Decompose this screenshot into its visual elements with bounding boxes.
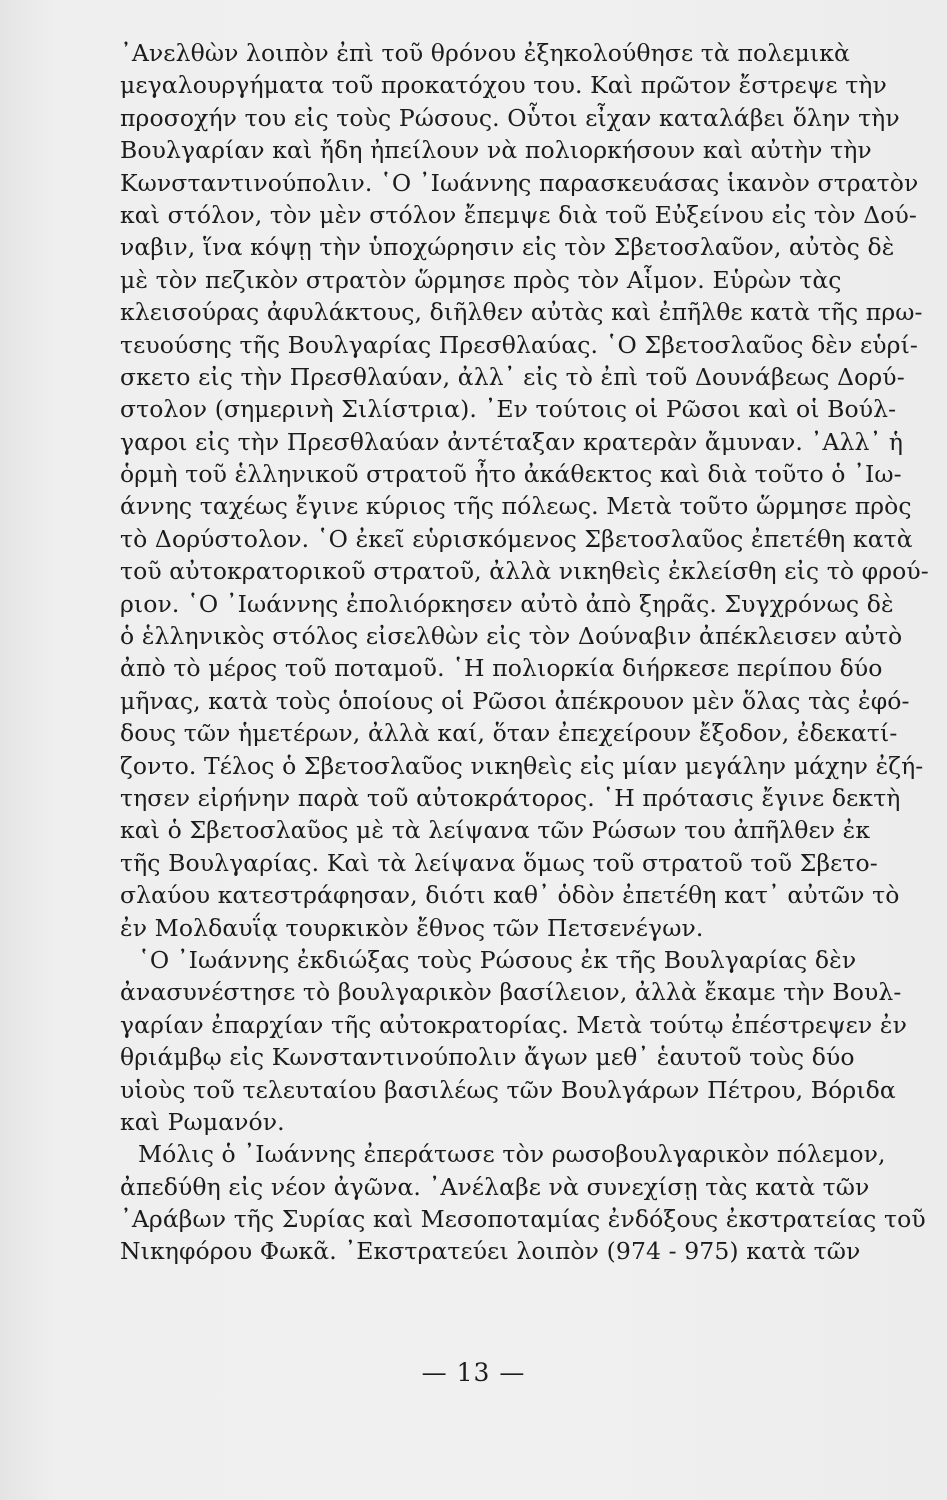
text-line: τησεν εἰρήνην παρὰ τοῦ αὐτοκράτορος. ῾Η πρότασις ἔγινε δεκτὴ [120,783,901,812]
text-line: γαροι εἰς τὴν Πρεσθλαύαν ἀντέταξαν κρατερὰν ἄμυναν. ᾿Αλλ᾿ ἡ [120,427,904,456]
text-line: δους τῶν ἡμετέρων, ἀλλὰ καί, ὅταν ἐπεχείρουν ἔξοδον, ἐδεκατί- [120,719,898,748]
text-line: Κωνσταντινούπολιν. ῾Ο ᾿Ιωάννης παρασκευάσας ἱκανὸν στρατὸν [120,168,919,197]
text-line: τευούσης τῆς Βουλγαρίας Πρεσθλαύας. ῾Ο Σβετοσλαῦος δὲν εὑρί- [120,330,918,359]
text-line: άννης ταχέως ἔγινε κύριος τῆς πόλεως. Μετὰ τοῦτο ὥρμησε πρὸς [120,492,912,521]
text-line: ῾Ο ᾿Ιωάννης ἐκδιώξας τοὺς Ρώσους ἐκ τῆς Βουλγαρίας δὲν [138,945,857,974]
text-line: θριάμβῳ εἰς Κωνσταντινούπολιν ἄγων μεθ᾿ ἑαυτοῦ τοὺς δύο [120,1043,855,1072]
text-line: Βουλγαρίαν καὶ ἤδη ἠπείλουν νὰ πολιορκήσουν καὶ αὐτὴν τὴν [120,136,872,165]
text-line: τῆς Βουλγαρίας. Καὶ τὰ λείψανα ὅμως τοῦ στρατοῦ τοῦ Σβετο- [120,848,878,877]
text-line: μῆνας, κατὰ τοὺς ὁποίους οἱ Ρῶσοι ἀπέκρουον μὲν ὅλας τὰς ἐφό- [120,686,910,715]
text-line: ριον. ῾Ο ᾿Ιωάννης ἐπολιόρκησεν αὐτὸ ἀπὸ ξηρᾶς. Συγχρόνως δὲ [120,589,894,618]
text-line: ᾿Αράβων τῆς Συρίας καὶ Μεσοποταμίας ἐνδόξους ἐκστρατείας τοῦ [120,1205,926,1234]
text-line: γαρίαν ἐπαρχίαν τῆς αὐτοκρατορίας. Μετὰ τούτῳ ἐπέστρεψεν ἐν [120,1010,907,1039]
text-line: κλεισούρας ἀφυλάκτους, διῆλθεν αὐτὰς καὶ ἐπῆλθε κατὰ τῆς πρω- [120,298,923,327]
text-line: καὶ ὁ Σβετοσλαῦος μὲ τὰ λείψανα τῶν Ρώσων του ἀπῆλθεν ἐκ [120,816,871,845]
text-line: ὁ ἑλληνικὸς στόλος εἰσελθὼν εἰς τὸν Δούναβιν ἀπέκλεισεν αὐτὸ [120,622,903,651]
text-line: Μόλις ὁ ᾿Ιωάννης ἐπεράτωσε τὸν ρωσοβουλγαρικὸν πόλεμον, [138,1140,886,1169]
text-line: υἱοὺς τοῦ τελευταίου βασιλέως τῶν Βουλγάρων Πέτρου, Βόριδα [120,1075,896,1104]
text-line: τοῦ αὐτοκρατορικοῦ στρατοῦ, ἀλλὰ νικηθεὶς ἐκλείσθη εἰς τὸ φρού- [120,557,929,586]
text-line: ἀπεδύθη εἰς νέον ἀγῶνα. ᾿Ανέλαβε νὰ συνεχίσῃ τὰς κατὰ τῶν [120,1172,870,1201]
text-line: τὸ Δορύστολον. ῾Ο ἐκεῖ εὑρισκόμενος Σβετοσλαῦος ἐπετέθη κατὰ [120,524,913,553]
text-line: ἀνασυνέστησε τὸ βουλγαρικὸν βασίλειον, ἀλλὰ ἔκαμε τὴν Βουλ- [120,978,902,1007]
text-line: στολον (σημερινὴ Σιλίστρια). ᾿Εν τούτοις οἱ Ρῶσοι καὶ οἱ Βούλ- [120,395,897,424]
text-line: μεγαλουργήματα τοῦ προκατόχου του. Καὶ πρῶτον ἔστρεψε τὴν [120,71,887,100]
text-line: ἐν Μολδαυΐᾳ τουρκικὸν ἔθνος τῶν Πετσενέγων. [120,913,704,942]
body-text [120,37,929,1268]
text-line: ναβιν, ἵνα κόψῃ τὴν ὑποχώρησιν εἰς τὸν Σβετοσλαῦον, αὐτὸς δὲ [120,233,895,262]
text-line: καὶ Ρωμανόν. [120,1107,285,1136]
text-line: σκετο εἰς τὴν Πρεσθλαύαν, ἀλλ᾿ εἰς τὸ ἐπὶ τοῦ Δουνάβεως Δορύ- [120,362,905,391]
text-line: καὶ στόλον, τὸν μὲν στόλον ἔπεμψε διὰ τοῦ Εὐξείνου εἰς τὸν Δού- [120,200,917,229]
text-line: μὲ τὸν πεζικὸν στρατὸν ὥρμησε πρὸς τὸν Αἷμον. Εὑρὼν τὰς [120,265,842,294]
text-line: ὁρμὴ τοῦ ἑλληνικοῦ στρατοῦ ἦτο ἀκάθεκτος καὶ διὰ τοῦτο ὁ ᾿Ιω- [120,460,902,489]
text-line: ζοντο. Τέλος ὁ Σβετοσλαῦος νικηθεὶς εἰς μίαν μεγάλην μάχην ἐζή- [120,751,924,780]
page-number: — 13 — [421,1358,526,1387]
text-line: ᾿Ανελθὼν λοιπὸν ἐπὶ τοῦ θρόνου ἐξηκολούθησε τὰ πολεμικὰ [120,39,850,67]
text-line: ἀπὸ τὸ μέρος τοῦ ποταμοῦ. ῾Η πολιορκία διήρκεσε περίπου δύο [120,654,883,683]
text-line: προσοχήν του εἰς τοὺς Ρώσους. Οὗτοι εἶχαν καταλάβει ὅλην τὴν [120,103,900,132]
text-line: σλαύου κατεστράφησαν, διότι καθ᾿ ὁδὸν ἐπετέθη κατ᾿ αὐτῶν τὸ [120,881,900,910]
text-line: Νικηφόρου Φωκᾶ. ᾿Εκστρατεύει λοιπὸν (974 - 975) κατὰ τῶν [120,1237,861,1266]
